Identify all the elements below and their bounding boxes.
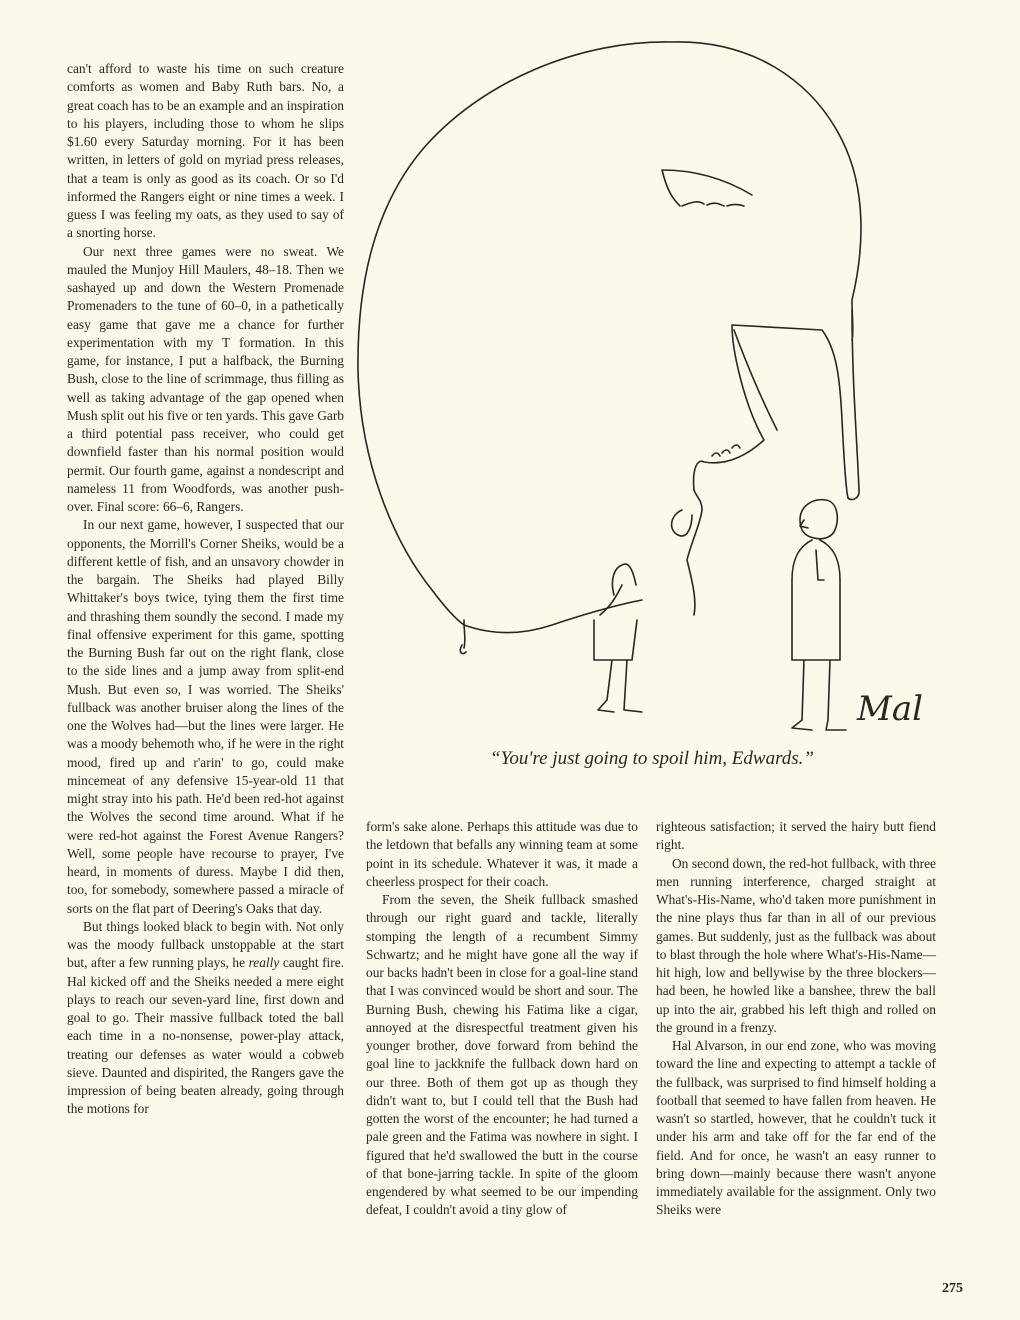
paragraph: form's sake alone. Perhaps this attitude was due to the letdown that befalls any winning team at some point in its schedule. Whatever it was, it made a cheerless prospect for their coach.: [366, 819, 638, 889]
man-with-elephant: [594, 564, 642, 712]
paragraph: On second down, the red-hot fullback, with three men running interference, charged straight at What's-His-Name, who'd taken more punishment in the nine plays thus far than in all of our previous games. But suddenly, just as the fullback was about to blast through the hole where What's-His-Name—hit high, low and bellywise by the three blockers—had been, he howled like a banshee, threw the ball up into the air, grabbed his left thigh and rolled on the ground in a frenzy.: [656, 855, 936, 1035]
elephant-head-outline: [672, 42, 861, 340]
text-column-right: [656, 818, 936, 1220]
paragraph: Hal Alvarson, in our end zone, who was moving toward the line and expecting to attempt a tackle of the fullback, was surprised to find himself holding a football that seemed to have fallen from heaven. He wasn't so startled, however, that he couldn't tuck it under his arm and take off for the far end of the field. And for once, he wasn't an easy runner to bring down—mainly because there wasn't anyone immediately available for the assignment. Only two Sheiks were: [656, 1038, 936, 1218]
man-standing-right: [800, 500, 837, 539]
elephant-trunk: [694, 310, 860, 500]
paragraph: can't afford to waste his time on such creature comforts as women and Baby Ruth bars. No, a great coach has to be an example and an inspiration to his players, including those to whom he slips $1.60 every Saturday morning. For it has been written, in letters of gold on myriad press releases, that a team is only as good as its coach. Or so I'd informed the Rangers eight or nine times a week. I guess I was feeling my oats, as they used to say of a snorting horse.: [67, 61, 344, 241]
elephant-body-outline: [358, 42, 672, 625]
text-run: But things looked black to begin with. Not only was the moody fullback unstoppable at the start but, after a few running plays, he: [67, 918, 344, 971]
emphasis-text: really: [248, 955, 280, 971]
paragraph: [67, 918, 344, 1119]
text-column-middle: [366, 818, 638, 1220]
text-column-left: [67, 60, 344, 1119]
cartoon-caption: “You're just going to spoil him, Edwards.”: [490, 748, 814, 769]
cartoonist-signature: Mal: [857, 689, 923, 729]
elephant-cartoon-illustration: [352, 20, 962, 740]
paragraph: Our next three games were no sweat. We mauled the Munjoy Hill Maulers, 48–18. Then we sashayed up and down the Western Promenade Promenaders to the tune of 60–0, in a pathetically easy game that gave me a chance for further experimentation with my T formation. In this game, for instance, I put a halfback, the Burning Bush, close to the line of scrimmage, thus filling as well as taking advantage of the gap opened when Mush split out his five or ten yards. This gave Garb a third potential pass receiver, who could get downfield faster than his normal position would permit. Our fourth game, against a nondescript and nameless 11 from Woodfords, was another push-over. Final score: 66–6, Rangers.: [67, 243, 344, 514]
paragraph: righteous satisfaction; it served the hairy butt fiend right.: [656, 819, 936, 853]
page-number: 275: [942, 1281, 963, 1296]
paragraph: From the seven, the Sheik fullback smashed through our right guard and tackle, literally stomping the length of a recumbent Simmy Schwartz; and he might have gone all the way if our backs hadn't been in close for a goal-line stand that I was convinced would be short and sour. The Burning Bush, chewing his Fatima like a cigar, annoyed at the disrespectful treatment given his younger brother, dove forward from behind the goal line to jackknife the fullback down hard on our three. Both of them got up as though they didn't want to, but I could tell that the Bush had gotten the worst of the encounter; he had turned a pale green and the Fatima was nowhere in sight. I figured that he'd swallowed the butt in the course of that bone-jarring tackle. In spite of the gloom engendered by what seemed to be our impending defeat, I couldn't avoid a tiny glow of: [366, 892, 638, 1218]
elephant-ear: [662, 170, 752, 206]
text-run: caught fire. Hal kicked off and the Sheiks needed a mere eight plays to reach our seven-yard line, first down and goal to go. Their massive fullback toted the ball each time in a no-nonsense, power-play attack, treating our defenses as water would a cobweb sieve. Daunted and dispirited, the Rangers gave the impression of being beaten already, going through the motions for: [67, 955, 344, 1117]
paragraph: In our next game, however, I suspected that our opponents, the Morrill's Corner Sheiks, would be a different kettle of fish, and an unsavory chowder in the bargain. The Sheiks had played Billy Whittaker's boys twice, tying them the first time and thrashing them soundly the second. I made my final offensive experiment for this game, spotting the Burning Bush far out on the right flank, close to the side lines and a jump away from split-end Mush. But even so, I was worried. The Sheiks' fullback was another bruiser along the lines of the one the Wolves had—but the lines were larger. He was a moody behemoth who, if he were in the right mood, fired up and r'arin' to go, could make mincemeat of any defensive 15-year-old 11 that might stray into his path. He'd been red-hot against the Wolves the second time around. What if he were red-hot against the Forest Avenue Rangers? Well, some people have recourse to prayer, I've heard, in moments of duress. Maybe I did then, too, for somebody, somewhere passed a miracle of sorts on the flat part of Deering's Oaks that day.: [67, 517, 344, 916]
